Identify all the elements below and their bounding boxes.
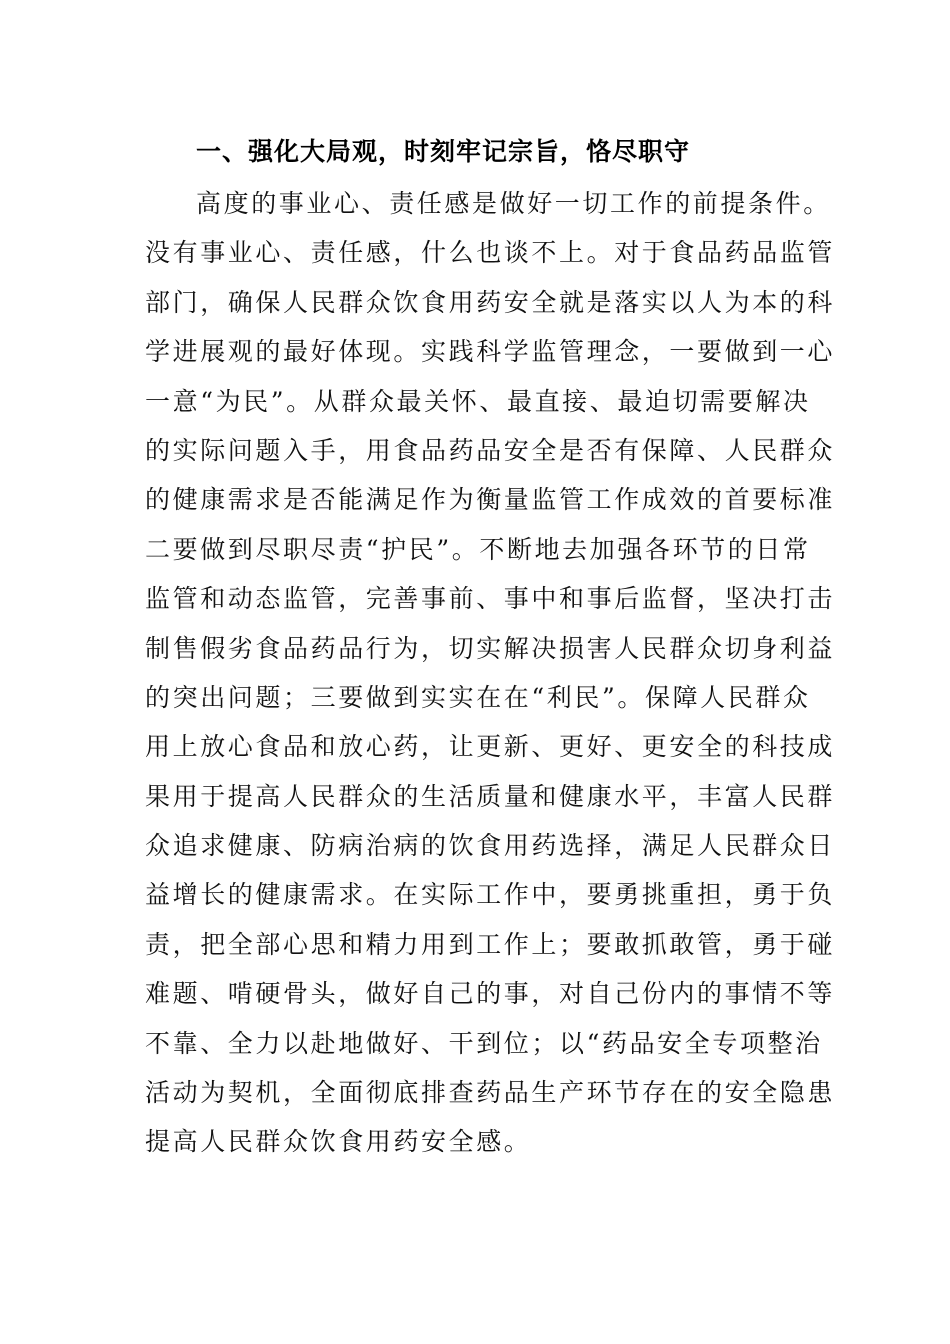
text-line: 难题、啃硬骨头，做好自己的事，对自己份内的事情不等 [145,979,836,1009]
text-line: 众追求健康、防病治病的饮食用药选择，满足人民群众日 [145,831,836,861]
text-line: 的健康需求是否能满足作为衡量监管工作成效的首要标准 [145,485,836,515]
text-line: 活动为契机，全面彻底排查药品生产环节存在的安全隐患 [145,1078,836,1108]
text-line: 没有事业心、责任感，什么也谈不上。对于食品药品监管 [145,238,836,268]
text-line: 监管和动态监管，完善事前、事中和事后监督，坚决打击 [145,584,836,614]
text-line: 制售假劣食品药品行为，切实解决损害人民群众切身利益 [145,633,836,663]
text-line: 一意“为民”。从群众最关怀、最直接、最迫切需要解决 [145,386,811,416]
text-line: 提高人民群众饮食用药安全感。 [145,1127,532,1157]
text-line: 责，把全部心思和精力用到工作上；要敢抓敢管，勇于碰 [145,929,836,959]
section-heading: 一、强化大局观，时刻牢记宗旨，恪尽职守 [196,137,691,166]
text-line: 二要做到尽职尽责“护民”。不断地去加强各环节的日常 [145,534,811,564]
text-line: 不靠、全力以赴地做好、干到位；以“药品安全专项整治 [145,1028,823,1058]
body-paragraph [145,179,836,1167]
text-line: 的实际问题入手，用食品药品安全是否有保障、人民群众 [145,435,836,465]
text-line: 果用于提高人民群众的生活质量和健康水平，丰富人民群 [145,781,836,811]
text-line: 益增长的健康需求。在实际工作中，要勇挑重担，勇于负 [145,880,836,910]
text-line: 学进展观的最好体现。实践科学监管理念，一要做到一心 [145,337,836,367]
text-line: 部门，确保人民群众饮食用药安全就是落实以人为本的科 [145,287,836,317]
text-line: 高度的事业心、责任感是做好一切工作的前提条件。 [196,189,831,218]
text-line: 用上放心食品和放心药，让更新、更好、更安全的科技成 [145,732,836,762]
text-line: 的突出问题；三要做到实实在在“利民”。保障人民群众 [145,682,811,712]
